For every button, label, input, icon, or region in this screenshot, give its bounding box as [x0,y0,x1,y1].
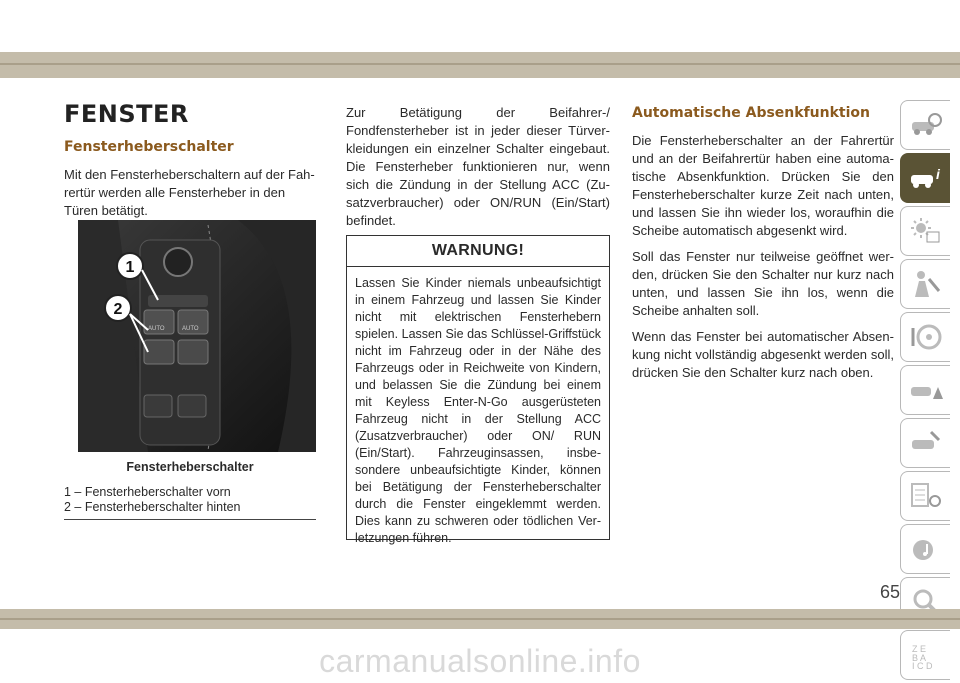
tab-car-wrench[interactable] [900,418,950,468]
header-band [0,52,960,78]
tab-car-warning[interactable] [900,365,950,415]
tab-music[interactable] [900,524,950,574]
svg-text:B A: B A [911,653,926,663]
warning-box [346,235,610,545]
page-title: FENSTER [64,100,189,128]
svg-text:I C D: I C D [911,661,933,670]
music-note-icon [909,534,943,564]
right-paragraph-3: Wenn das Fenster bei automatischer Absenkung nicht vollständig abgesenkt werden soll, drücken Sie den Schalter kurz nach oben. [632,329,894,380]
tab-warning-lights[interactable] [900,206,950,256]
svg-text:Z E: Z E [911,644,926,654]
right-column [632,104,894,382]
figure-legend [64,485,316,520]
warning-heading: WARNUNG! [347,236,609,267]
tab-checklist-gear[interactable] [900,471,950,521]
figure-caption: Fensterheberschalter [126,460,254,474]
middle-column [346,104,610,230]
airbag-person-icon [909,269,943,299]
tab-car-magnifier[interactable] [900,100,950,150]
watermark: carmanualsonline.info [319,643,641,679]
section-tabs [900,100,952,683]
middle-paragraph: Zur Betätigung der Beifahrer-/ Fondfensterheber ist in jeder dieser Türverkleidungen ein einzelner Schalter eingebaut. Die Fensterheber funktionieren nur, wenn sich die Zündung in der Stellung ACC (Zusatzverbraucher) oder ON/RUN (Ein/Start) befindet. [346,105,610,228]
right-paragraph-1: Die Fensterheberschalter an der Fahrertür und an der Beifahrertür haben eine automatische Absenkfunktion. Drücken Sie den Fensterheberschalter kurze Zeit nach unten, und lassen Sie ihn wieder los, woraufhin die Scheibe automatisch abgesenkt wird. [632,133,894,238]
steering-wheel-icon [909,322,943,352]
tab-car-info[interactable] [900,153,950,203]
callout-2: 2 [113,301,123,318]
tab-steering-wheel[interactable] [900,312,950,362]
window-switch-illustration [78,220,316,452]
warning-lights-icon [909,216,943,246]
car-wrench-icon [909,428,943,458]
callout-1: 1 [125,259,135,276]
car-warning-icon [909,375,943,405]
left-column [64,138,316,220]
intro-paragraph: Mit den Fensterheberschaltern auf der Fahrertür werden alle Fensterheber in den Türen betätigt. [64,167,315,218]
warning-text: Lassen Sie Kinder niemals unbeaufsichtigt in einem Fahrzeug und lassen Sie Kinder nicht mit elektrischen Fensterhebern spielen. Lassen Sie das Schlüssel-Griffstück nicht im Fahrzeug oder in der Nähe des Fahrzeugs oder in Reichweite von Kindern, und belassen Sie die Zündung bei einem mit Keyless Enter-N-Go ausgerüsteten Fahrzeug nicht in der Stellung ACC (Zusatzverbraucher) oder ON/ RUN (Ein/Start). Fahrzeuginsassen, insbesondere unbeaufsichtigte Kinder, können bei Betätigung der Fensterheberschalter durch die Fenster eingeklemmt werden. Dies kann zu schweren oder tödlichen Verletzungen führen. [355,276,601,545]
checklist-gear-icon [909,481,943,511]
right-paragraph-2: Soll das Fenster nur teilweise geöffnet werden, drücken Sie den Schalter nur kurz nach unten, und lassen Sie ihn los, wenn die Scheibe anhalten soll. [632,249,894,318]
car-info-icon [909,163,943,193]
tab-airbag-person[interactable] [900,259,950,309]
svg-text:i: i [935,166,940,182]
legend-item-2: 2 – Fensterheberschalter hinten [64,500,241,514]
legend-item-1: 1 – Fensterheberschalter vorn [64,485,231,499]
switch-label-auto-1: AUTO [148,326,165,332]
auto-down-subtitle: Automatische Absenkfunktion [632,105,870,121]
switch-label-auto-2: AUTO [182,326,199,332]
footer-band [0,609,960,629]
car-magnifier-icon [909,110,943,140]
section-subtitle: Fensterheberschalter [64,139,234,155]
window-switch-photo [78,220,316,452]
page-number: 65 [879,582,900,602]
